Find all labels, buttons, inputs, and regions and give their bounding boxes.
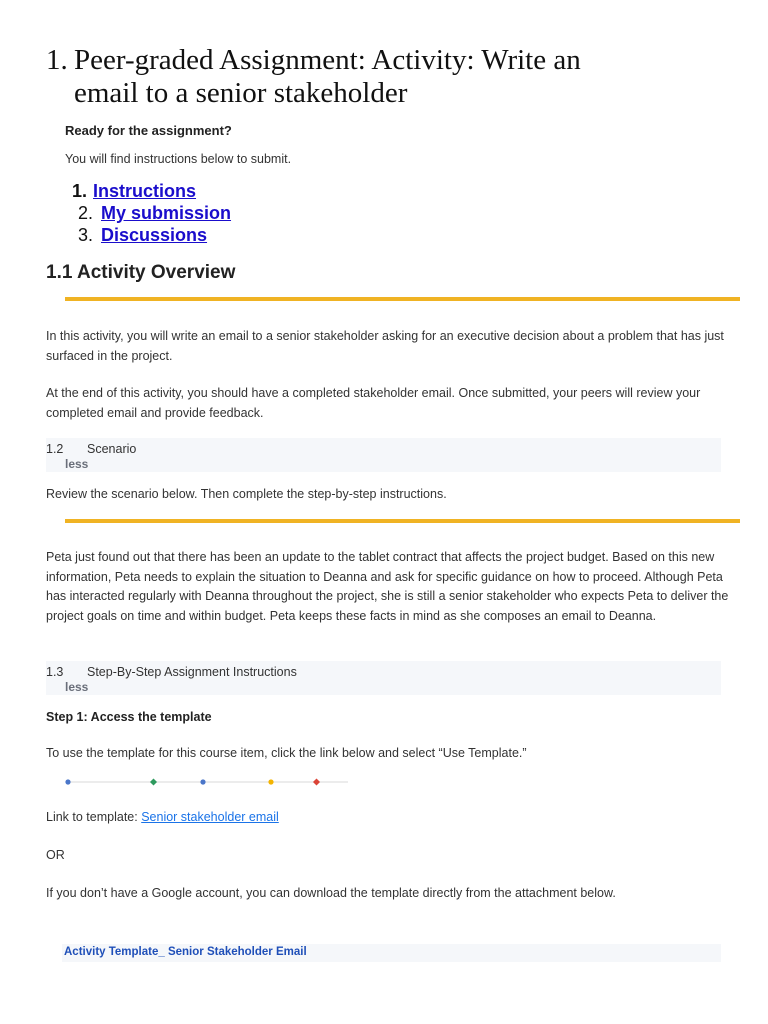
scenario-section-number: 1.2 <box>46 442 64 456</box>
nav-number: 2. <box>78 203 94 223</box>
nav-number: 3. <box>78 225 94 245</box>
senior-stakeholder-email-link[interactable]: Senior stakeholder email <box>141 810 279 824</box>
instructions-link[interactable]: Instructions <box>93 181 197 201</box>
instructions-note: You will find instructions below to submit. <box>65 152 292 166</box>
steps-section-number: 1.3 <box>46 665 64 679</box>
or-separator: OR <box>46 848 65 862</box>
activity-overview-heading: 1.1 Activity Overview <box>46 262 236 283</box>
steps-collapse-toggle[interactable]: less <box>65 680 89 694</box>
scenario-body: Peta just found out that there has been an update to the tablet contract that affects the project budget. Based on this new information, Peta needs to explain the situation to Deanna and ask for specific guidance on how to proceed. Although Peta has interacted regularly with Deanna throughout the project, she is still a senior stakeholder who expects Peta to deliver the project goals on time and within budget. Peta keeps these facts in mind as she composes an email to Deanna. <box>46 550 729 623</box>
step-1-title: Step 1: Access the template <box>46 710 212 724</box>
steps-section-label: Step-By-Step Assignment Instructions <box>87 665 297 679</box>
attachment-title[interactable]: Activity Template_ Senior Stakeholder Email <box>64 946 307 958</box>
overview-paragraph-1: In this activity, you will write an email to a senior stakeholder asking for an executive decision about a problem that has just surfaced in the project. <box>46 329 724 363</box>
page-title-number: 1. <box>46 44 68 76</box>
blue-dot-icon <box>200 779 205 784</box>
my-submission-link[interactable]: My submission <box>101 203 232 223</box>
page-title-line-2: email to a senior stakeholder <box>74 77 408 109</box>
section-divider <box>65 519 740 523</box>
section-divider <box>65 297 740 301</box>
red-dot-icon <box>313 778 320 785</box>
discussions-link[interactable]: Discussions <box>101 225 208 245</box>
ready-prompt: Ready for the assignment? <box>65 123 232 138</box>
nav-number: 1. <box>72 181 88 201</box>
yellow-dot-icon <box>268 779 273 784</box>
steps-section-header[interactable] <box>46 661 721 695</box>
scenario-section-header[interactable] <box>46 438 721 472</box>
page-title-line-1: Peer-graded Assignment: Activity: Write an <box>74 44 581 76</box>
attachment-row[interactable] <box>62 944 721 962</box>
scenario-collapse-toggle[interactable]: less <box>65 457 89 471</box>
green-dot-icon <box>150 778 157 785</box>
blue-dot-icon <box>65 779 70 784</box>
google-dots-divider <box>62 776 352 788</box>
scenario-intro: Review the scenario below. Then complete the step-by-step instructions. <box>46 487 447 501</box>
step-1-text: To use the template for this course item, click the link below and select “Use Template.” <box>46 746 527 760</box>
download-instructions: If you don’t have a Google account, you can download the template directly from the attachment below. <box>46 886 616 900</box>
scenario-section-label: Scenario <box>87 442 137 456</box>
template-link-line <box>46 808 736 828</box>
overview-paragraph-2: At the end of this activity, you should have a completed stakeholder email. Once submitted, your peers will review your completed email and provide feedback. <box>46 386 701 420</box>
template-link-prefix: Link to template: <box>46 810 142 824</box>
